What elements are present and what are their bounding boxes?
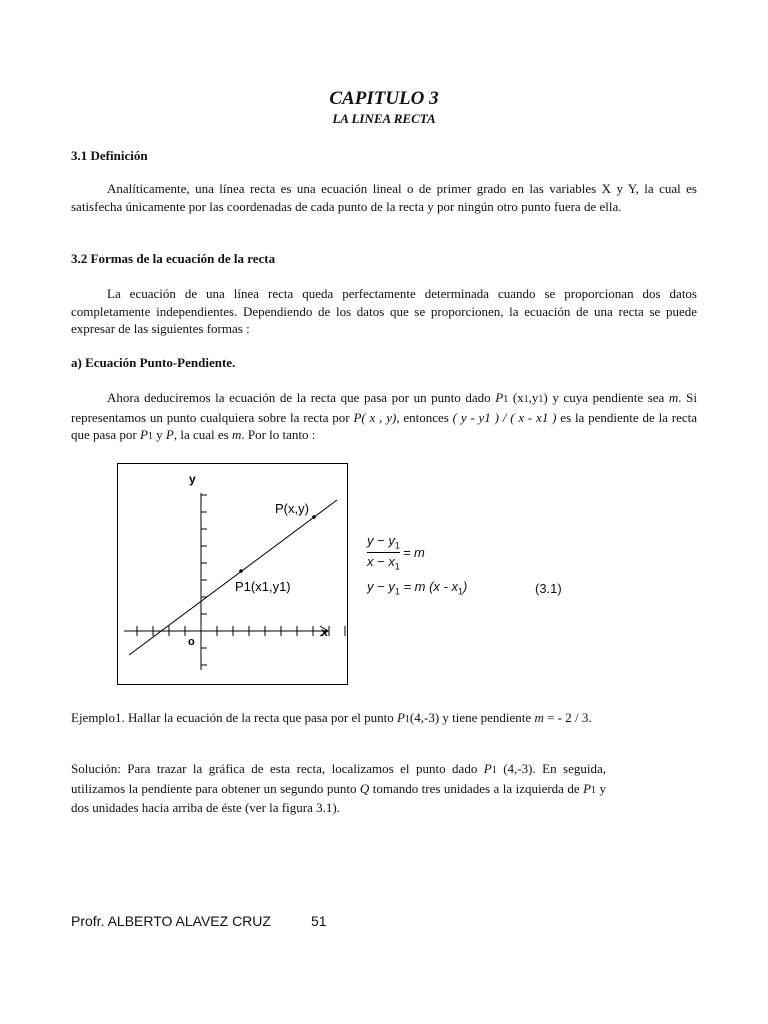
point-p-symbol: P( x , y) [353, 409, 397, 425]
subscript: 1 [538, 394, 544, 405]
slope-fraction [367, 533, 400, 571]
subscript: 1 [503, 394, 509, 405]
solution-text: Solución: Para trazar la gráfica de esta recta, localizamos el punto dado [71, 761, 484, 776]
point-slope-text: . Si representamos un punto cualquiera sobre la recta por [71, 390, 697, 425]
forms-paragraph [71, 285, 697, 338]
point-slope-text: ) y cuya pendiente sea [543, 390, 669, 405]
section-heading-point-slope: a) Ecuación Punto-Pendiente. [71, 355, 236, 370]
definition-paragraph [71, 180, 697, 215]
line-graph-figure [117, 463, 348, 685]
chapter-title: CAPITULO 3 [329, 88, 439, 109]
subscript: 1 [394, 540, 400, 551]
point-slope-text: es la pendiente de la recta que pasa por [71, 409, 698, 442]
equation-right: = m (x - x [399, 579, 458, 594]
point-p1-label: P1(x1,y1) [235, 579, 291, 594]
solution-paragraph [71, 760, 606, 817]
subscript: 1 [394, 561, 400, 572]
point-slope-text: ,y [528, 390, 539, 405]
point-slope-text: y [152, 427, 166, 442]
example-text: (4,-3) y tiene pendiente [409, 710, 535, 725]
subscript: 1 [523, 394, 529, 405]
fraction-numerator [367, 533, 400, 553]
equals-m: = m [402, 544, 425, 560]
numerator-text: y − y [367, 533, 395, 548]
example-paragraph [71, 709, 606, 729]
point-p1-marker [239, 569, 243, 573]
section-heading-definition: 3.1 Definición [71, 148, 148, 163]
page-number: 51 [310, 913, 327, 929]
slope-expression: ( y - y1 ) / ( x - x1 ) [452, 409, 557, 425]
subscript: 1 [491, 765, 497, 776]
slope-symbol: m [534, 710, 544, 725]
slope-fraction-equation [367, 533, 425, 571]
y-axis-label: y [189, 472, 196, 486]
point-slope-text: (x [508, 390, 524, 405]
point-p-label: P(x,y) [275, 501, 309, 516]
slope-symbol: m [668, 390, 679, 405]
slope-symbol: m [231, 427, 242, 442]
point-p-marker [312, 515, 316, 519]
chapter-subtitle: LA LINEA RECTA [332, 111, 436, 126]
denominator-text: x − x [367, 553, 395, 569]
subscript: 1 [394, 586, 400, 597]
point-p1-symbol: P [139, 427, 148, 442]
point-p1-symbol: P [495, 390, 504, 405]
page-footer [71, 913, 327, 929]
solution-text: tomando tres unidades a la izquierda de [369, 780, 584, 796]
point-p1-symbol: P [396, 710, 405, 725]
point-p-symbol: P [165, 427, 174, 442]
definition-text: Analíticamente, una línea recta es una ecuación lineal o de primer grado en las variables X y Y, la cual es satisfecha únicamente por las coordenadas de cada punto de la recta y por ningún otro punto fuera de ella. [71, 181, 697, 214]
point-slope-paragraph [71, 389, 697, 446]
equation-number: (3.1) [535, 581, 562, 596]
point-slope-equation [367, 579, 467, 597]
point-p1-symbol: P [583, 780, 592, 796]
origin-label: o [188, 636, 195, 648]
fraction-denominator [367, 553, 400, 572]
solution-text: (4,-3). En seguida, utilizamos la pendiente para obtener un segundo punto [71, 761, 607, 796]
subscript: 1 [404, 714, 410, 725]
point-slope-text: , entonces [396, 409, 453, 425]
example-text: Ejemplo1. Hallar la ecuación de la recta que pasa por el punto [71, 710, 397, 725]
subscript: 1 [147, 431, 153, 442]
y-axis-ticks [201, 495, 207, 665]
point-q-symbol: Q [359, 780, 370, 796]
subscript: 1 [457, 586, 463, 597]
solution-text: y dos unidades hacia arriba de éste (ver la figura 3.1). [71, 780, 606, 815]
footer-author: Profr. ALBERTO ALAVEZ CRUZ [71, 913, 271, 929]
point-slope-text: Ahora deduciremos la ecuación de la recta que pasa por un punto dado [107, 390, 496, 405]
equation-close: ) [463, 579, 468, 594]
subscript: 1 [591, 784, 597, 796]
section-heading-forms: 3.2 Formas de la ecuación de la recta [71, 251, 276, 266]
example-text: = - 2 / 3. [543, 710, 592, 725]
equation-left: y − y [367, 579, 395, 594]
x-axis-label: x [321, 625, 328, 639]
point-slope-text: , la cual es [173, 427, 232, 442]
point-p1-symbol: P [483, 761, 492, 776]
forms-text: La ecuación de una línea recta queda perfectamente determinada cuando se proporcionan dos datos completamente independientes. Dependiendo de los datos que se proporcionen, la ecuación de una recta se puede expresar de las siguientes formas : [71, 286, 697, 336]
point-slope-text: . Por lo tanto : [241, 427, 316, 442]
